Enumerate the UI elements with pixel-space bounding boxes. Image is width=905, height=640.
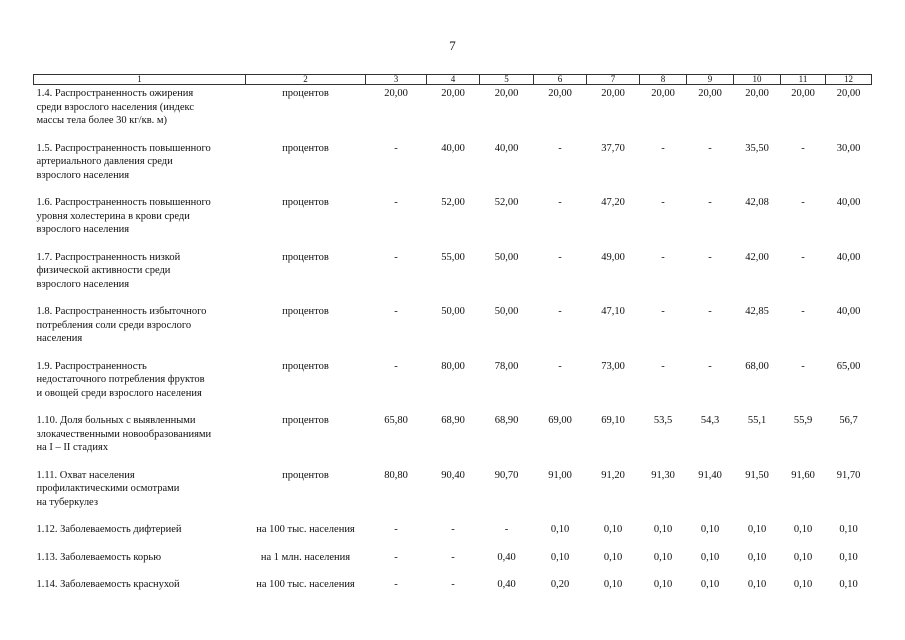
value-cell: - bbox=[394, 360, 398, 372]
table-body bbox=[34, 85, 872, 606]
value-cell: 0,10 bbox=[550, 524, 570, 535]
indicator-name-line: потребления соли среди взрослого bbox=[36, 319, 192, 331]
column-number-row bbox=[34, 75, 872, 85]
indicator-name-line: и овощей среди взрослого населения bbox=[36, 387, 202, 399]
indicator-name-line: 1.10. Доля больных с выявленными bbox=[36, 415, 196, 426]
column-number-header: 1 bbox=[34, 75, 246, 85]
value-cell: 91,60 bbox=[791, 469, 815, 481]
value-cell: 80,00 bbox=[441, 360, 465, 372]
unit-cell: на 100 тыс. населения bbox=[256, 524, 355, 535]
value-cell: 52,00 bbox=[494, 197, 519, 208]
indicator-name-cell bbox=[34, 251, 246, 306]
column-number-header: 6 bbox=[534, 75, 587, 85]
value-cell: - bbox=[661, 142, 665, 154]
value-cell: - bbox=[558, 360, 562, 372]
value-cell: 20,00 bbox=[651, 88, 675, 99]
indicator-name-line: 1.7. Распространенность низкой bbox=[36, 251, 181, 263]
value-cell: - bbox=[801, 251, 805, 263]
indicator-name-cell bbox=[34, 360, 246, 415]
value-cell: 40,00 bbox=[836, 197, 861, 208]
value-cell: 50,00 bbox=[494, 251, 519, 263]
value-cell: 50,00 bbox=[494, 306, 519, 317]
indicator-name-line: недостаточного потребления фруктов bbox=[36, 374, 205, 385]
value-cell: 56,7 bbox=[839, 415, 858, 426]
value-cell: 20,00 bbox=[548, 88, 572, 99]
table-header bbox=[34, 75, 872, 85]
unit-cell: процентов bbox=[282, 88, 329, 99]
value-cell: 42,00 bbox=[745, 251, 769, 263]
table-row bbox=[34, 305, 872, 360]
indicator-name-line: взрослого населения bbox=[36, 278, 130, 290]
value-cell: - bbox=[661, 360, 665, 372]
value-cell: 20,00 bbox=[745, 88, 769, 99]
table-row bbox=[34, 142, 872, 197]
value-cell: 50,00 bbox=[441, 306, 465, 317]
indicator-name-line: 1.14. Заболеваемость краснухой bbox=[36, 579, 180, 590]
value-cell: 90,40 bbox=[441, 469, 465, 481]
value-cell: - bbox=[451, 551, 455, 563]
value-cell: 0,40 bbox=[497, 551, 516, 563]
unit-cell: процентов bbox=[282, 360, 329, 372]
value-cell: 0,10 bbox=[793, 579, 813, 590]
value-cell: 35,50 bbox=[745, 142, 769, 154]
unit-cell: процентов bbox=[282, 469, 329, 481]
value-cell: 0,10 bbox=[603, 524, 623, 535]
value-cell: 47,20 bbox=[601, 197, 625, 208]
value-cell: 20,00 bbox=[441, 88, 465, 99]
value-cell: 91,20 bbox=[601, 469, 625, 481]
value-cell: 0,10 bbox=[653, 524, 673, 535]
value-cell: 40,00 bbox=[441, 142, 465, 154]
value-cell: 55,1 bbox=[747, 415, 767, 426]
value-cell: 42,08 bbox=[745, 197, 769, 208]
value-cell: 0,10 bbox=[747, 579, 767, 590]
value-cell: 0,40 bbox=[497, 579, 516, 590]
value-cell: - bbox=[451, 579, 455, 590]
unit-cell: процентов bbox=[282, 415, 329, 426]
value-cell: - bbox=[801, 197, 805, 208]
value-cell: 69,10 bbox=[601, 415, 625, 426]
value-cell: 20,00 bbox=[791, 88, 815, 99]
value-cell: 91,30 bbox=[651, 469, 675, 481]
value-cell: 0,10 bbox=[700, 524, 720, 535]
value-cell: 0,10 bbox=[700, 551, 720, 563]
indicator-name-cell bbox=[34, 85, 246, 142]
value-cell: - bbox=[661, 197, 665, 208]
value-cell: 0,10 bbox=[793, 524, 813, 535]
value-cell: 0,10 bbox=[839, 551, 858, 563]
value-cell: 91,50 bbox=[745, 469, 769, 481]
indicator-name-line: 1.11. Охват населения bbox=[36, 469, 135, 481]
column-number-header: 3 bbox=[366, 75, 427, 85]
value-cell: - bbox=[708, 142, 712, 154]
indicator-name-line: взрослого населения bbox=[36, 224, 130, 235]
value-cell: - bbox=[708, 251, 712, 263]
value-cell: 78,00 bbox=[494, 360, 519, 372]
table-row bbox=[34, 251, 872, 306]
value-cell: - bbox=[394, 551, 398, 563]
value-cell: - bbox=[801, 306, 805, 317]
unit-cell: процентов bbox=[282, 251, 329, 263]
table-row bbox=[34, 523, 872, 551]
indicator-name-line: артериального давления среди bbox=[36, 156, 173, 167]
column-number-header: 5 bbox=[480, 75, 534, 85]
indicator-name-line: на I – II стадиях bbox=[36, 442, 109, 453]
indicator-name-line: 1.13. Заболеваемость корью bbox=[36, 551, 162, 563]
value-cell: - bbox=[394, 197, 398, 208]
value-cell: - bbox=[558, 251, 562, 263]
value-cell: 0,10 bbox=[603, 579, 623, 590]
unit-cell: на 1 млн. населения bbox=[260, 551, 351, 563]
column-number-header: 12 bbox=[826, 75, 872, 85]
indicator-name-line: уровня холестерина в крови среди bbox=[36, 210, 190, 222]
column-number-header: 11 bbox=[781, 75, 826, 85]
value-cell: 0,10 bbox=[550, 551, 570, 563]
unit-cell: на 100 тыс. населения bbox=[256, 579, 355, 590]
value-cell: 0,20 bbox=[550, 579, 570, 590]
value-cell: 40,00 bbox=[494, 142, 519, 154]
value-cell: 73,00 bbox=[601, 360, 625, 372]
value-cell: 20,00 bbox=[836, 88, 861, 99]
value-cell: 37,70 bbox=[601, 142, 625, 154]
value-cell: - bbox=[394, 579, 398, 590]
value-cell: 69,00 bbox=[548, 415, 572, 426]
value-cell: - bbox=[394, 251, 398, 263]
page-number: 7 bbox=[449, 38, 456, 53]
value-cell: - bbox=[708, 197, 712, 208]
indicator-name-line: 1.4. Распространенность ожирения bbox=[36, 88, 194, 99]
value-cell: 68,90 bbox=[494, 415, 519, 426]
indicator-name-cell bbox=[34, 523, 246, 551]
value-cell: - bbox=[708, 306, 712, 317]
value-cell: 0,10 bbox=[700, 579, 720, 590]
value-cell: 40,00 bbox=[836, 251, 861, 263]
value-cell: 53,5 bbox=[653, 415, 673, 426]
indicator-name-line: среди взрослого населения (индекс bbox=[36, 101, 195, 113]
value-cell: 49,00 bbox=[601, 251, 625, 263]
value-cell: 65,80 bbox=[384, 415, 408, 426]
indicator-name-line: 1.6. Распространенность повышенного bbox=[36, 197, 211, 208]
value-cell: 40,00 bbox=[836, 306, 861, 317]
value-cell: 68,90 bbox=[441, 415, 465, 426]
value-cell: 52,00 bbox=[441, 197, 465, 208]
table-row bbox=[34, 578, 872, 605]
value-cell: - bbox=[801, 360, 805, 372]
indicator-name-cell bbox=[34, 305, 246, 360]
indicator-name-line: взрослого населения bbox=[36, 169, 130, 181]
column-number-header: 4 bbox=[427, 75, 480, 85]
indicator-name-cell bbox=[34, 142, 246, 197]
unit-cell: процентов bbox=[282, 142, 329, 154]
column-number-header: 9 bbox=[687, 75, 734, 85]
value-cell: 0,10 bbox=[793, 551, 813, 563]
indicator-name-cell bbox=[34, 469, 246, 524]
value-cell: 0,10 bbox=[839, 524, 858, 535]
table-row bbox=[34, 360, 872, 415]
indicator-name-cell bbox=[34, 196, 246, 251]
value-cell: 91,40 bbox=[698, 469, 722, 481]
value-cell: - bbox=[558, 142, 562, 154]
table-row bbox=[34, 85, 872, 142]
indicator-name-line: населения bbox=[36, 333, 83, 344]
value-cell: 20,00 bbox=[698, 88, 722, 99]
value-cell: 0,10 bbox=[653, 551, 673, 563]
column-number-header: 10 bbox=[734, 75, 781, 85]
value-cell: - bbox=[451, 524, 455, 535]
indicator-name-line: злокачественными новообразованиями bbox=[36, 428, 212, 440]
value-cell: 80,80 bbox=[384, 469, 408, 481]
column-number-header: 8 bbox=[640, 75, 687, 85]
indicator-name-line: 1.8. Распространенность избыточного bbox=[36, 306, 207, 317]
indicator-name-cell bbox=[34, 578, 246, 605]
indicator-name-line: 1.5. Распространенность повышенного bbox=[36, 142, 211, 154]
indicator-name-line: профилактическими осмотрами bbox=[36, 483, 180, 494]
value-cell: 55,9 bbox=[793, 415, 813, 426]
table-row bbox=[34, 414, 872, 469]
value-cell: 0,10 bbox=[653, 579, 673, 590]
indicator-name-cell bbox=[34, 414, 246, 469]
table-row bbox=[34, 469, 872, 524]
value-cell: 68,00 bbox=[745, 360, 769, 372]
value-cell: 0,10 bbox=[603, 551, 623, 563]
indicator-table bbox=[33, 74, 872, 605]
table-row bbox=[34, 196, 872, 251]
value-cell: 90,70 bbox=[494, 469, 519, 481]
indicator-name-line: массы тела более 30 кг/кв. м) bbox=[36, 115, 168, 126]
value-cell: 42,85 bbox=[745, 306, 769, 317]
value-cell: 20,00 bbox=[601, 88, 625, 99]
value-cell: 55,00 bbox=[441, 251, 465, 263]
column-number-header: 2 bbox=[246, 75, 366, 85]
value-cell: 20,00 bbox=[494, 88, 519, 99]
value-cell: 0,10 bbox=[747, 524, 767, 535]
indicator-name-line: на туберкулез bbox=[36, 496, 98, 508]
value-cell: 91,70 bbox=[836, 469, 861, 481]
value-cell: - bbox=[558, 197, 562, 208]
value-cell: - bbox=[558, 306, 562, 317]
value-cell: - bbox=[504, 524, 509, 535]
indicator-name-line: физической активности среди bbox=[36, 265, 171, 276]
value-cell: - bbox=[394, 524, 398, 535]
value-cell: 91,00 bbox=[548, 469, 572, 481]
value-cell: - bbox=[394, 306, 398, 317]
value-cell: 30,00 bbox=[836, 142, 861, 154]
value-cell: 47,10 bbox=[601, 306, 625, 317]
value-cell: - bbox=[394, 142, 398, 154]
value-cell: 20,00 bbox=[384, 88, 408, 99]
unit-cell: процентов bbox=[282, 306, 329, 317]
value-cell: - bbox=[661, 251, 665, 263]
value-cell: - bbox=[661, 306, 665, 317]
value-cell: 54,3 bbox=[700, 415, 720, 426]
indicator-name-line: 1.9. Распространенность bbox=[36, 360, 147, 372]
indicator-name-line: 1.12. Заболеваемость дифтерией bbox=[36, 524, 182, 535]
value-cell: 0,10 bbox=[747, 551, 767, 563]
indicator-name-cell bbox=[34, 551, 246, 579]
unit-cell: процентов bbox=[282, 197, 329, 208]
table-row bbox=[34, 551, 872, 579]
value-cell: - bbox=[801, 142, 805, 154]
column-number-header: 7 bbox=[587, 75, 640, 85]
value-cell: 0,10 bbox=[839, 579, 858, 590]
value-cell: - bbox=[708, 360, 712, 372]
value-cell: 65,00 bbox=[836, 360, 861, 372]
